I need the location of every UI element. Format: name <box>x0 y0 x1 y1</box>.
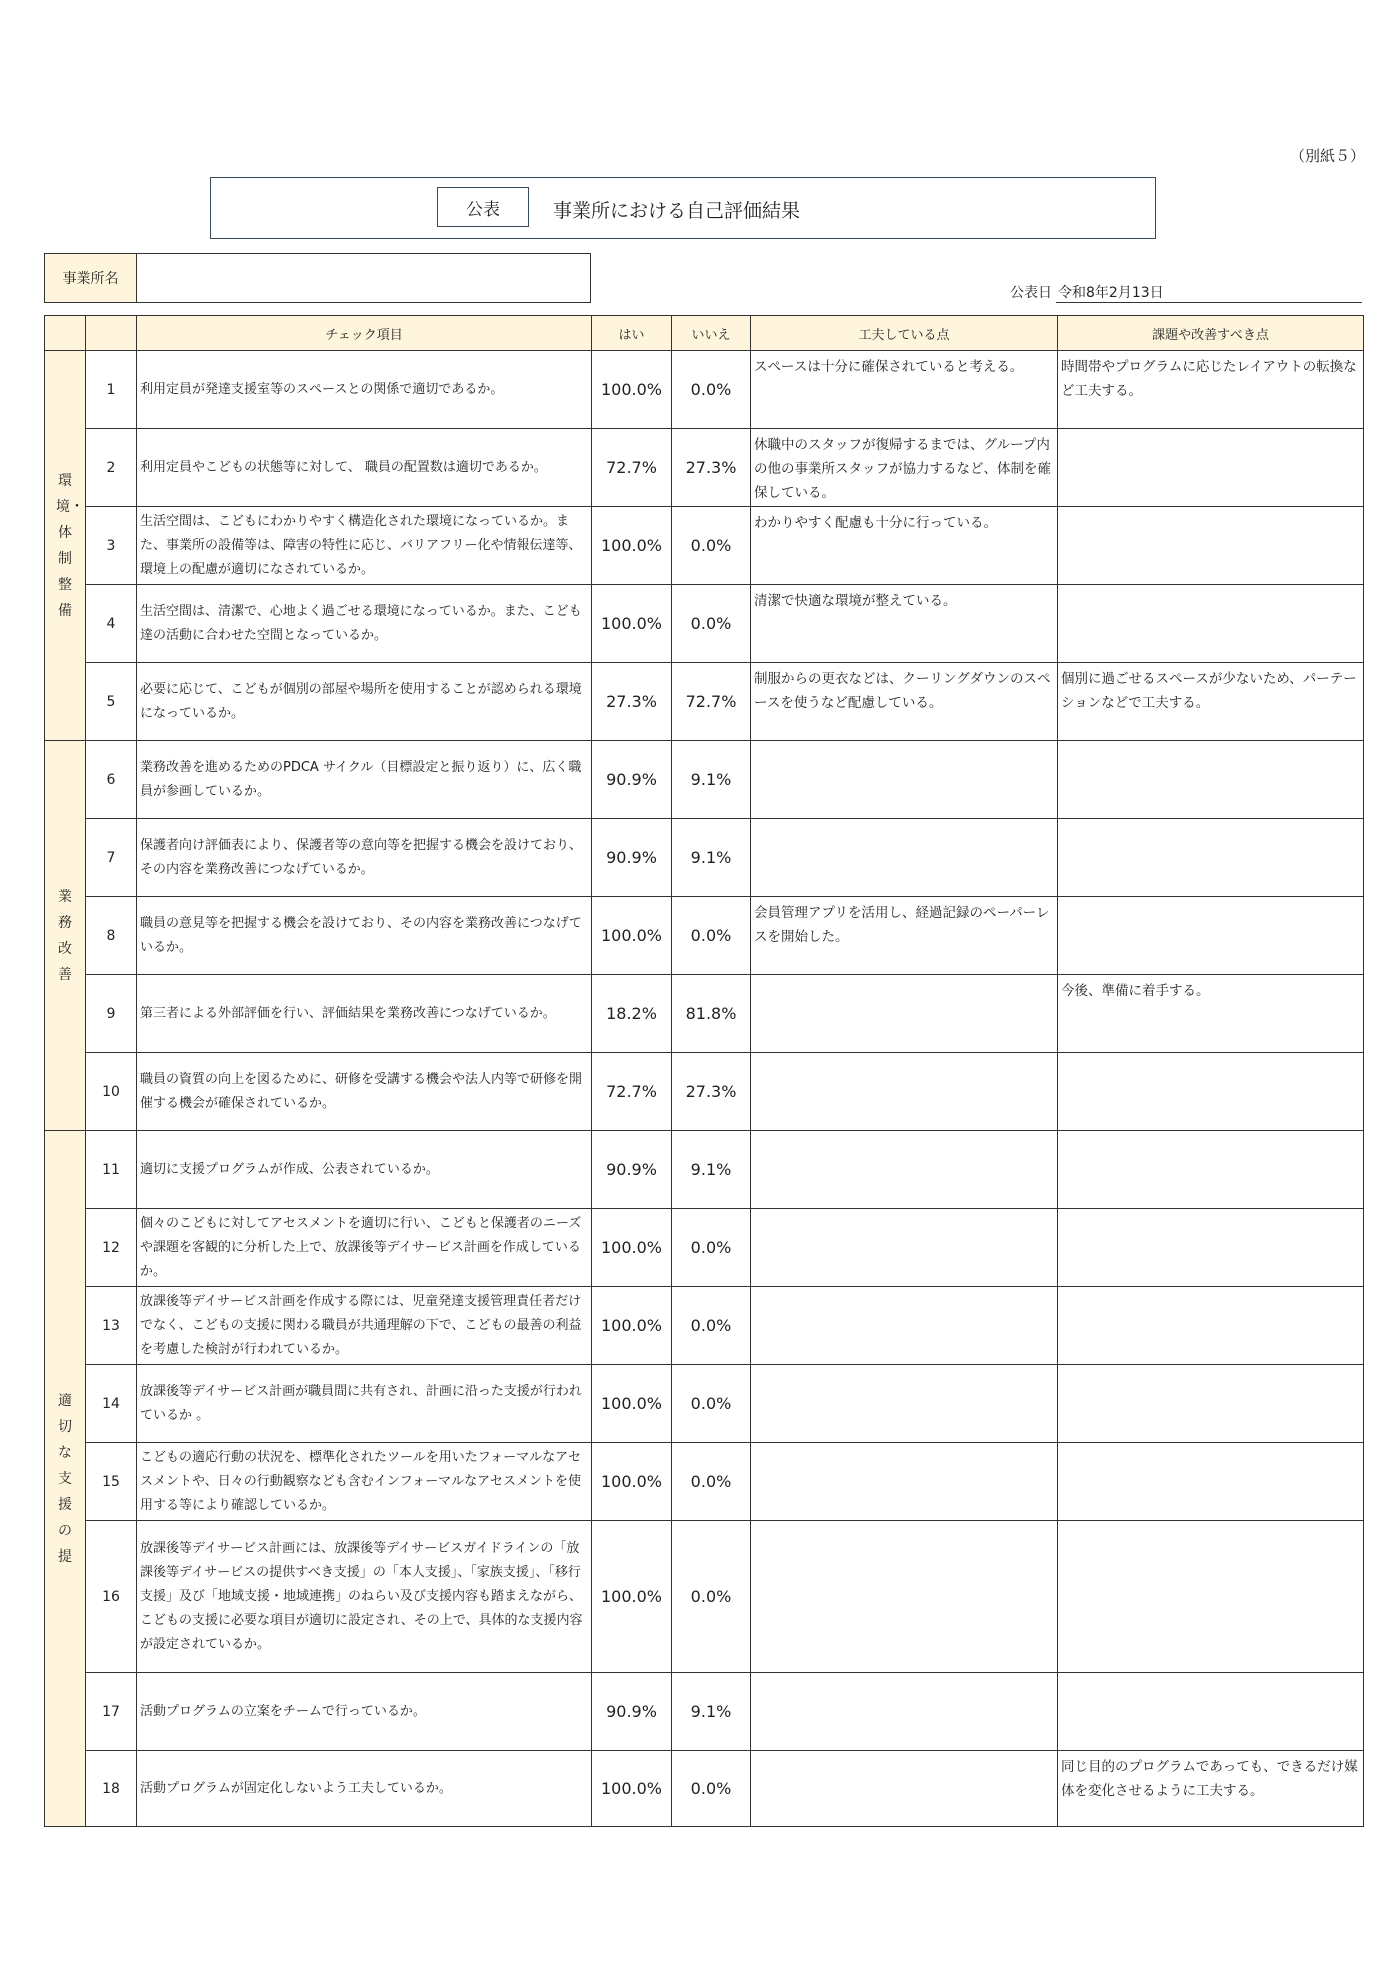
table-row <box>45 741 1364 819</box>
office-name-box <box>44 253 591 303</box>
header-yes: はい <box>592 316 672 351</box>
yes-percentage: 18.2% <box>592 975 672 1053</box>
no-percentage: 0.0% <box>672 1443 751 1521</box>
check-item-text: 必要に応じて、こどもが個別の部屋や場所を使用することが認められる環境になっているか。 <box>137 663 592 741</box>
yes-percentage: 72.7% <box>592 429 672 507</box>
check-item-text: 活動プログラムが固定化しないよう工夫しているか。 <box>137 1751 592 1827</box>
item-number: 18 <box>86 1751 137 1827</box>
table-row <box>45 1053 1364 1131</box>
issue-note: 同じ目的のプログラムであっても、できるだけ媒体を変化させるように工夫する。 <box>1058 1751 1364 1827</box>
issue-note: 個別に過ごせるスペースが少ないため、パーテーションなどで工夫する。 <box>1058 663 1364 741</box>
no-percentage: 72.7% <box>672 663 751 741</box>
table-row <box>45 1521 1364 1673</box>
item-number: 10 <box>86 1053 137 1131</box>
issue-note <box>1058 1131 1364 1209</box>
issue-note <box>1058 1053 1364 1131</box>
category-cell <box>45 1131 86 1827</box>
effort-note <box>751 741 1058 819</box>
table-row <box>45 819 1364 897</box>
table-row <box>45 1443 1364 1521</box>
header-category <box>45 316 86 351</box>
effort-note <box>751 1443 1058 1521</box>
item-number: 15 <box>86 1443 137 1521</box>
check-item-text: 活動プログラムの立案をチームで行っているか。 <box>137 1673 592 1751</box>
issue-note: 時間帯やプログラムに応じたレイアウトの転換など工夫する。 <box>1058 351 1364 429</box>
yes-percentage: 100.0% <box>592 351 672 429</box>
header-no: いいえ <box>672 316 751 351</box>
check-item-text: 放課後等デイサービス計画を作成する際には、児童発達支援管理責任者だけでなく、こどもの支援に関わる職員が共通理解の下で、こどもの最善の利益を考慮した検討が行われているか。 <box>137 1287 592 1365</box>
no-percentage: 9.1% <box>672 1131 751 1209</box>
yes-percentage: 90.9% <box>592 1131 672 1209</box>
item-number: 17 <box>86 1673 137 1751</box>
yes-percentage: 90.9% <box>592 1673 672 1751</box>
no-percentage: 0.0% <box>672 897 751 975</box>
no-percentage: 0.0% <box>672 351 751 429</box>
no-percentage: 0.0% <box>672 1209 751 1287</box>
no-percentage: 27.3% <box>672 429 751 507</box>
yes-percentage: 100.0% <box>592 1365 672 1443</box>
yes-percentage: 90.9% <box>592 741 672 819</box>
self-evaluation-table <box>44 315 1364 1827</box>
check-item-text: 職員の意見等を把握する機会を設けており、その内容を業務改善につなげているか。 <box>137 897 592 975</box>
check-item-text: 利用定員が発達支援室等のスペースとの関係で適切であるか。 <box>137 351 592 429</box>
table-row <box>45 1287 1364 1365</box>
check-item-text: 職員の資質の向上を図るために、研修を受講する機会や法人内等で研修を開催する機会が確保されているか。 <box>137 1053 592 1131</box>
issue-note: 今後、準備に着手する。 <box>1058 975 1364 1053</box>
issue-note <box>1058 1365 1364 1443</box>
effort-note <box>751 1365 1058 1443</box>
yes-percentage: 90.9% <box>592 819 672 897</box>
check-item-text: 業務改善を進めるためのPDCA サイクル（目標設定と振り返り）に、広く職員が参画しているか。 <box>137 741 592 819</box>
yes-percentage: 100.0% <box>592 897 672 975</box>
item-number: 3 <box>86 507 137 585</box>
office-name-value <box>137 254 590 302</box>
table-row <box>45 507 1364 585</box>
effort-note <box>751 1209 1058 1287</box>
item-number: 5 <box>86 663 137 741</box>
issue-note <box>1058 897 1364 975</box>
no-percentage: 0.0% <box>672 507 751 585</box>
no-percentage: 9.1% <box>672 741 751 819</box>
item-number: 16 <box>86 1521 137 1673</box>
check-item-text: 適切に支援プログラムが作成、公表されているか。 <box>137 1131 592 1209</box>
issue-note <box>1058 507 1364 585</box>
table-row <box>45 1673 1364 1751</box>
check-item-text: 第三者による外部評価を行い、評価結果を業務改善につなげているか。 <box>137 975 592 1053</box>
item-number: 2 <box>86 429 137 507</box>
item-number: 4 <box>86 585 137 663</box>
no-percentage: 9.1% <box>672 819 751 897</box>
check-item-text: こどもの適応行動の状況を、標準化されたツールを用いたフォーマルなアセスメントや、日々の行動観察なども含むインフォーマルなアセスメントを使用する等により確認しているか。 <box>137 1443 592 1521</box>
publication-badge: 公表 <box>437 187 529 227</box>
issue-note <box>1058 429 1364 507</box>
no-percentage: 9.1% <box>672 1673 751 1751</box>
effort-note: わかりやすく配慮も十分に行っている。 <box>751 507 1058 585</box>
table-row <box>45 897 1364 975</box>
office-name-label: 事業所名 <box>45 254 137 302</box>
yes-percentage: 100.0% <box>592 585 672 663</box>
item-number: 9 <box>86 975 137 1053</box>
issue-note <box>1058 1521 1364 1673</box>
check-item-text: 保護者向け評価表により、保護者等の意向等を把握する機会を設けており、その内容を業務改善につなげているか。 <box>137 819 592 897</box>
check-item-text: 放課後等デイサービス計画には、放課後等デイサービスガイドラインの「放課後等デイサービスの提供すべき支援」の「本人支援」、「家族支援」、「移行支援」及び「地域支援・地域連携」のねらい及び支援内容も踏まえながら、こどもの支援に必要な項目が適切に設定され、その上で、具体的な支援内容が設定されているか。 <box>137 1521 592 1673</box>
effort-note: スペースは十分に確保されていると考える。 <box>751 351 1058 429</box>
no-percentage: 0.0% <box>672 1365 751 1443</box>
issue-note <box>1058 585 1364 663</box>
check-item-text: 生活空間は、清潔で、心地よく過ごせる環境になっているか。また、こども達の活動に合わせた空間となっているか。 <box>137 585 592 663</box>
effort-note <box>751 819 1058 897</box>
effort-note: 制服からの更衣などは、クーリングダウンのスペースを使うなど配慮している。 <box>751 663 1058 741</box>
table-row <box>45 975 1364 1053</box>
effort-note: 清潔で快適な環境が整えている。 <box>751 585 1058 663</box>
table-row <box>45 663 1364 741</box>
no-percentage: 0.0% <box>672 1751 751 1827</box>
check-item-text: 個々のこどもに対してアセスメントを適切に行い、こどもと保護者のニーズや課題を客観的に分析した上で、放課後等デイサービス計画を作成しているか。 <box>137 1209 592 1287</box>
header-check-item: チェック項目 <box>137 316 592 351</box>
check-item-text: 放課後等デイサービス計画が職員間に共有され、計画に沿った支援が行われているか 。 <box>137 1365 592 1443</box>
issue-note <box>1058 819 1364 897</box>
check-item-text: 利用定員やこどもの状態等に対して、 職員の配置数は適切であるか。 <box>137 429 592 507</box>
no-percentage: 0.0% <box>672 1521 751 1673</box>
effort-note <box>751 1287 1058 1365</box>
category-label: 環境・体制整備 <box>56 472 84 619</box>
header-issue: 課題や改善すべき点 <box>1058 316 1364 351</box>
item-number: 8 <box>86 897 137 975</box>
item-number: 14 <box>86 1365 137 1443</box>
check-item-text: 生活空間は、こどもにわかりやすく構造化された環境になっているか。また、事業所の設備等は、障害の特性に応じ、バリアフリー化や情報伝達等、環境上の配慮が適切になされているか。 <box>137 507 592 585</box>
table-row <box>45 1131 1364 1209</box>
category-cell <box>45 741 86 1131</box>
yes-percentage: 100.0% <box>592 1521 672 1673</box>
header-number <box>86 316 137 351</box>
effort-note: 休職中のスタッフが復帰するまでは、グループ内の他の事業所スタッフが協力するなど、体制を確保している。 <box>751 429 1058 507</box>
issue-note <box>1058 1673 1364 1751</box>
table-row <box>45 1209 1364 1287</box>
yes-percentage: 27.3% <box>592 663 672 741</box>
appendix-label: （別紙５） <box>1290 147 1366 165</box>
publication-date-label: 公表日 <box>1010 285 1052 301</box>
table-row <box>45 429 1364 507</box>
effort-note <box>751 975 1058 1053</box>
item-number: 11 <box>86 1131 137 1209</box>
no-percentage: 81.8% <box>672 975 751 1053</box>
issue-note <box>1058 741 1364 819</box>
yes-percentage: 100.0% <box>592 1443 672 1521</box>
effort-note <box>751 1521 1058 1673</box>
table-row <box>45 351 1364 429</box>
table-header-row <box>45 316 1364 351</box>
no-percentage: 0.0% <box>672 585 751 663</box>
no-percentage: 27.3% <box>672 1053 751 1131</box>
effort-note <box>751 1053 1058 1131</box>
issue-note <box>1058 1443 1364 1521</box>
header-effort: 工夫している点 <box>751 316 1058 351</box>
category-label: 業務改善 <box>58 888 72 983</box>
publication-date-underline <box>1056 302 1362 303</box>
yes-percentage: 100.0% <box>592 1751 672 1827</box>
item-number: 13 <box>86 1287 137 1365</box>
table-row <box>45 585 1364 663</box>
table-row <box>45 1365 1364 1443</box>
yes-percentage: 100.0% <box>592 507 672 585</box>
effort-note: 会員管理アプリを活用し、経過記録のペーパーレスを開始した。 <box>751 897 1058 975</box>
issue-note <box>1058 1209 1364 1287</box>
item-number: 12 <box>86 1209 137 1287</box>
item-number: 6 <box>86 741 137 819</box>
no-percentage: 0.0% <box>672 1287 751 1365</box>
yes-percentage: 100.0% <box>592 1287 672 1365</box>
yes-percentage: 100.0% <box>592 1209 672 1287</box>
issue-note <box>1058 1287 1364 1365</box>
category-cell <box>45 351 86 741</box>
effort-note <box>751 1673 1058 1751</box>
item-number: 7 <box>86 819 137 897</box>
effort-note <box>751 1751 1058 1827</box>
publication-date-value: 令和8年2月13日 <box>1058 285 1164 301</box>
yes-percentage: 72.7% <box>592 1053 672 1131</box>
item-number: 1 <box>86 351 137 429</box>
effort-note <box>751 1131 1058 1209</box>
table-row <box>45 1751 1364 1827</box>
page-title: 事業所における自己評価結果 <box>553 200 801 222</box>
category-label: 適切な支援の提 <box>58 1392 72 1565</box>
